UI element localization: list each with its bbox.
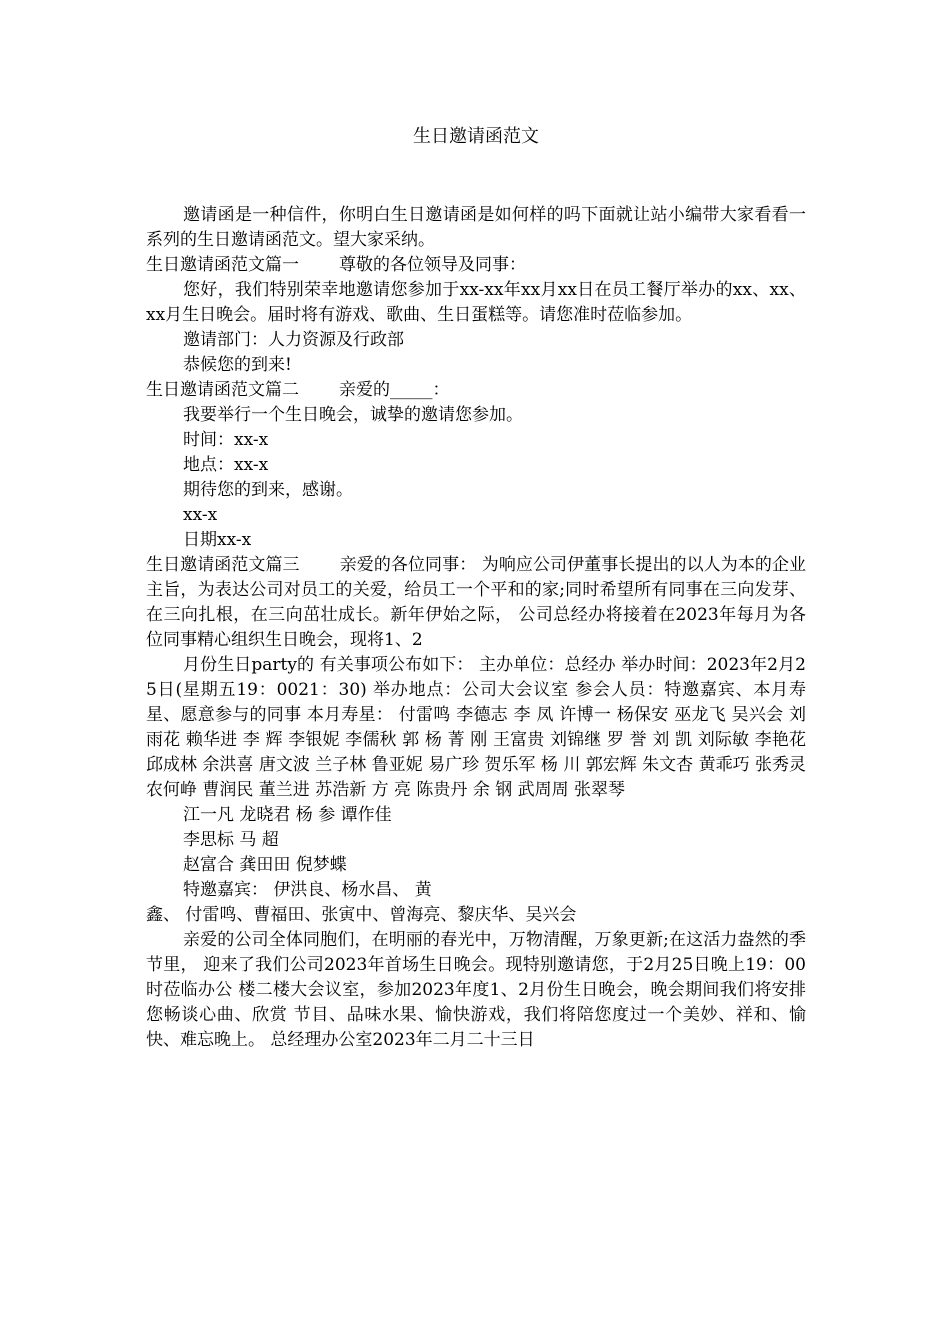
article3-salutation: 亲爱的各位同事： <box>339 555 477 575</box>
article3-body1: 为响应公司伊董事长提出的以人为本的企业主旨，为表达公司对员工的关爱，给员工一个平和的家;同时希望所有同事在三向发芽、在三向扎根，在三向茁壮成长。新年伊始之际， 公司总经办将接着在2023年每月为各位同事精心组织生日晚会，现将1、2 <box>146 555 807 650</box>
article3-body2: 月份生日party的 有关事项公布如下： 主办单位：总经办 举办时间：2023年2月25日(星期五19：0021：30) 举办地点：公司大会议室 参会人员：特邀嘉宾、本月寿星、愿意参与的同事 本月寿星： 付雷鸣 李德志 李 凤 许博一 杨保安 巫龙飞 吴兴会 刘雨花 赖华进 李 辉 李银妮 李儒秋 郭 杨 菁 刚 王富贵 刘锦继 罗 誉 刘 凯 刘际敏 李艳花 邱成林 余洪喜 唐文波 兰子林 鲁亚妮 易广珍 贺乐军 杨 川 郭宏辉 朱文杏 黄乖巧 张秀灵 农何峥 曹润民 董兰进 苏浩新 方 亮 陈贵丹 余 钢 武周周 张翠琴 <box>146 655 806 800</box>
article1-body: 您好，我们特别荣幸地邀请您参加于xx-xx年xx月xx日在员工餐厅举办的xx、xx、xx月生日晚会。届时将有游戏、歌曲、生日蛋糕等。请您准时莅临参加。 <box>146 280 806 325</box>
article2-time: 时间：xx-x <box>183 430 269 450</box>
article1-closing: 恭候您的到来! <box>183 355 292 375</box>
article3-names3: 赵富合 龚田田 倪梦蝶 <box>183 855 347 875</box>
article2-place: 地点：xx-x <box>183 455 269 475</box>
article1-salutation: 尊敬的各位领导及同事： <box>339 255 526 275</box>
article2-body: 我要举行一个生日晚会，诚挚的邀请您参加。 <box>183 405 523 425</box>
article3-guests1: 特邀嘉宾： 伊洪良、杨水昌、 黄 <box>183 880 432 900</box>
article3-names2: 李思标 马 超 <box>183 830 279 850</box>
article2-signature: xx-x <box>183 505 218 525</box>
article1-heading: 生日邀请函范文篇一 <box>146 255 299 275</box>
article3-names1: 江一凡 龙晓君 杨 参 谭作佳 <box>183 805 392 825</box>
article2-salutation: 亲爱的_____： <box>339 380 450 400</box>
article1-heading-line <box>146 253 806 278</box>
article1-department: 邀请部门：人力资源及行政部 <box>183 330 404 350</box>
intro-paragraph: 邀请函是一种信件，你明白生日邀请函是如何样的吗下面就让站小编带大家看看一系列的生日邀请函范文。望大家采纳。 <box>146 205 806 250</box>
article2-date: 日期xx-x <box>183 530 252 550</box>
document-title: 生日邀请函范文 <box>413 126 539 147</box>
article2-closing: 期待您的到来，感谢。 <box>183 480 353 500</box>
article3-body3: 亲爱的公司全体同胞们，在明丽的春光中，万物清醒，万象更新;在这活力盎然的季节里， 迎来了我们公司2023年首场生日晚会。现特别邀请您，于2月25日晚上19：00时莅临办公 楼二楼大会议室，参加2023年度1、2月份生日晚会，晚会期间我们将安排您畅谈心曲、欣赏 节目、品味水果、愉快游戏，我们将陪您度过一个美妙、祥和、愉快、难忘晚上。 总经理办公室2023年二月二十三日 <box>146 930 806 1050</box>
article3-guests2: 鑫、 付雷鸣、曹福田、张寅中、曾海亮、黎庆华、吴兴会 <box>146 905 577 925</box>
article2-heading-line <box>146 378 806 403</box>
article3-heading-paragraph <box>146 553 806 653</box>
document-page <box>146 123 806 1053</box>
article2-heading: 生日邀请函范文篇二 <box>146 380 299 400</box>
article3-heading: 生日邀请函范文篇三 <box>146 555 300 575</box>
